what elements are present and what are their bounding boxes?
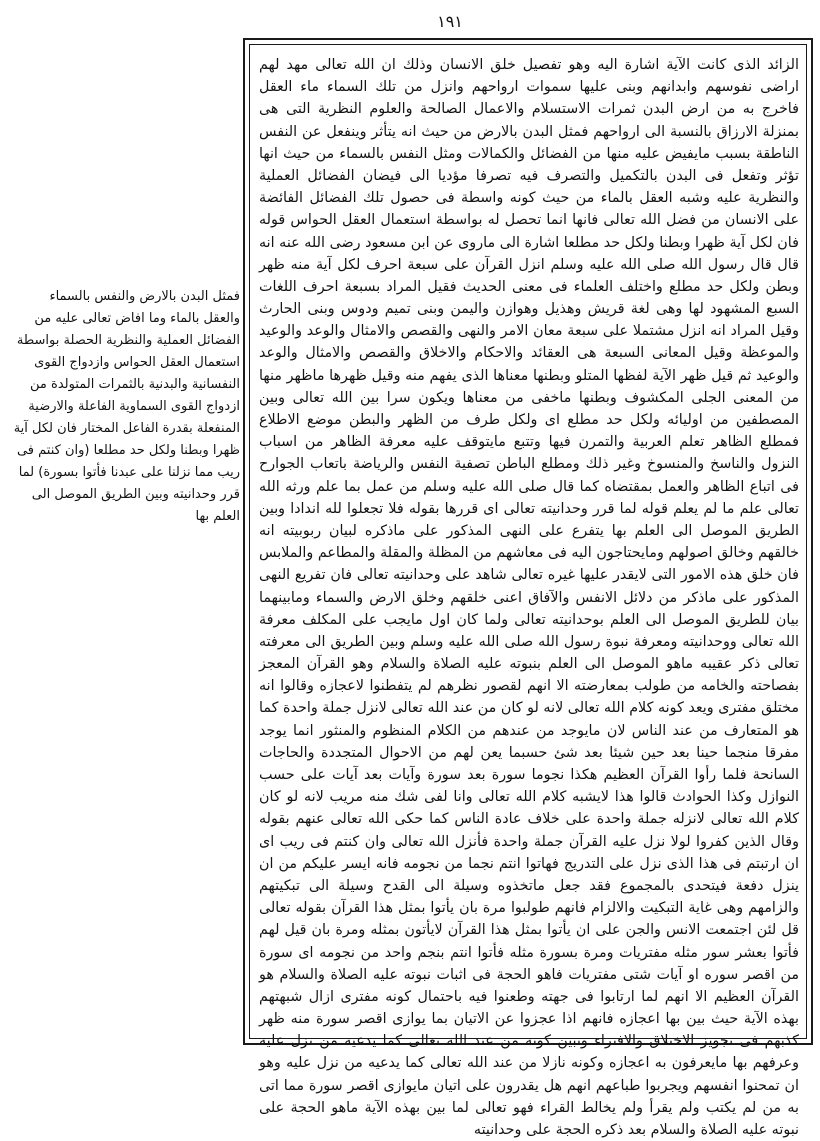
main-text-frame [243, 38, 813, 1138]
margin-note [10, 286, 240, 684]
page-number: ۱۹۱ [437, 12, 463, 31]
margin-note-text: فمثل البدن بالارض والنفس بالسماء والعقل بالماء وما افاض تعالى عليه من الفضائل العملية والنظرية الحصلة بواسطة استعمال العقل الحواس وازدواج القوى النفسانية والبدنية بالثمرات المتولدة من ازدواج القوى السماوية الفاعلة والارضية المنفعلة بقدرة الفاعل المختار فان لكل آية ظهرا وبطنا ولكل حد مطلعا (وان كنتم فى ريب مما نزلنا على عبدنا فأتوا بسورة) لما قرر وحدانيته وبين الطريق الموصل الى العلم بها [13, 289, 240, 524]
main-text-body [259, 54, 799, 1138]
main-text-paragraph: الزائد الذى كانت الآية اشارة اليه وهو تفصيل خلق الانسان وذلك ان الله تعالى مهد لهم اراضى نفوسهم وابدانهم وبنى عليها سموات ارواحهم وانزل من تلك السماء ماء العقل فاخرج به من ارض البدن ثمرات الاستسلام والاعمال الصالحة والعلوم النظرية التى هى بمنزلة الارزاق بالنسبة الى ارواحهم فمثل البدن بالارض من حيث انه يتأثر وينفعل عن النفس الناطقة بسبب مايفيض عليه منها من الفضائل والكمالات ومثل النفس بالسماء من حيث انها تؤثر وتفعل فى البدن بالتكميل والتصرف فيه تصرفا مؤديا الى فيضان الفضائل العملية والنظرية عليه وشبه العقل بالماء من حيث كونه واسطة فى حصول تلك الفضائل الفائضة على الانسان من فضل الله تعالى فانها انما تحصل له بواسطة استعمال العقل الحواس قوله فان لكل آية ظهرا وبطنا ولكل حد مطلعا اشارة الى ماروى عن ابن مسعود رضى الله عنه انه قال قال رسول الله صلى الله عليه وسلم انزل القرآن على سبعة احرف لكل آية منه ظهر وبطن ولكل حد مطلع واختلف العلماء فى معنى الحديث فقيل المراد بسبعة احرف اللغات السبع المشهود لها وهى لغة قريش وهذيل وهوازن واليمن وبنى تميم ودوس وبنى الحارث وقيل المراد انه انزل مشتملا على سبعة معان الامر والنهى والقصص والامثال والوعد والوعيد والموعظة وقيل المعانى السبعة هى العقائد والاحكام والاخلاق والقصص والامثال والوعد والوعيد ثم قيل ظهر الآية لفظها المتلو وبطنها معناها الذى يفهم منه وقيل ظهرها ماظهر منها من المعنى الجلى المكشوف وبطنها ماخفى من معناها ويكون سرا بين الله تعالى وبين المصطفين من اوليائه ولكل حد مطلع اى ولكل طرف من الظهر والبطن موضع الاطلاع فمطلع الظاهر تعلم العربية والتمرن فيها وتتبع مايتوقف عليه معرفة الظاهر من اسباب النزول والناسخ والمنسوخ وغير ذلك ومطلع الباطن تصفية النفس والرياضة باتعاب الجوارح فى اتباع الظاهر والعمل بمقتضاه كما قال صلى الله عليه وسلم من عمل بما علم ورثه الله تعالى علم ما لم يعلم قوله لما قرر وحدانيته تعالى اى قررها بقوله فلا تجعلوا لله اندادا وبين الطريق الموصل الى العلم بها يتفرع على النهى المذكور على ماذكره لبيان ربوبيته انه خالقهم وخالق اصولهم ومايحتاجون اليه فى معاشهم من المظلة والمقلة والمطاعم والملابس فان خلق هذه الامور التى لايقدر عليها غيره تعالى شاهد على وحدانيته تعالى فان تفريع النهى المذكور على ماذكر من دلائل الانفس والآفاق اعنى خلقهم وخلق الارض والسماء ومابينهما بيان للطريق الموصل الى العلم بوحدانيته تعالى ولما كان اول مايجب على المكلف معرفة الله تعالى ووحدانيته ومعرفة نبوة رسول الله صلى الله عليه وسلم وبين الطريق الى معرفته تعالى ذكر عقيبه ماهو الموصل الى العلم بنبوته عليه الصلاة والسلام وهو القرآن المعجز بفصاحته والخامه من طولب بمعارضته الا انهم لقصور نظرهم لم يتفطنوا لاعجازه وقالوا انه مختلق مفترى ويعد كونه كلام الله تعالى لانه لو كان من عند الله تعالى لانزل جملة واحدة كما هو المتعارف من عند الناس لان مايوجد من عندهم من الكلام المنظوم والمنثور انما يوجد مفرقا منجما حينا بعد حين شيئا بعد شئ حسبما يعن لهم من الاحوال المتجددة والحاجات السانحة فلما رأوا القرآن العظيم هكذا نجوما سورة بعد سورة وآيات بعد آيات على حسب النوازل وكذا الحوادث قالوا هذا لايشبه كلام الله تعالى وانا لفى شك منه مريب لانه لو كان كلام الله تعالى لانزله جملة واحدة على خلاف عادة الناس كما حكى الله تعالى عنهم بقوله وقال الذين كفروا لولا نزل عليه القرآن جملة واحدة فأنزل الله تعالى وان كنتم فى ريب اى ان ارتبتم فى هذا الذى نزل على التدريج فهاتوا انتم نجما من نجومه فانه ايسر عليكم من ان ينزل دفعة فيتحدى بالمجموع فقد جعل ماتخذوه وسيلة الى القدح وسيلة الى تبكيتهم والزامهم وهى غاية التبكيت والالزام فانهم طولبوا مرة بان يأتوا بمثل هذا القرآن بقوله تعالى قل لئن اجتمعت الانس والجن على ان يأتوا بمثل هذا القرآن لايأتون بمثله ومرة بان قيل لهم فأتوا بعشر سور مثله مفتريات ومرة بسورة مثله فأتوا انتم بنجم واحد من نجومه اى سورة من اقصر سوره او آيات شتى مفتريات فاهو الحجة فى اثبات نبوته عليه الصلاة والسلام هو القرآن العظيم الا انهم لما ارتابوا فى جهته وطعنوا فيه باحتمال كونه مفترى ازال شبهتهم بهذه الآية حيث بين بها اعجازه فانهم اذا عجزوا عن الاتيان بما يوازى اقصر سورة منه ظهر كذبهم فى تجويز الاختلاق والافتراء وتبين كونه من عند الله تعالى كما يدعيه من نزل عليه وعرفهم بها مايعرفون به اعجازه وكونه نازلا من عند الله تعالى كما يدعيه من نزل عليه وهو ان تمحنوا انفسهم ويجربوا طباعهم انهم هل يقدرون على اتيان مايوازى اقصر سورة مما اتى به من لم يكتب ولم يقرأ ولم يخالط القراء فهو تعالى لما بين بهذه الآية ماهو الحجة على نبوته عليه الصلاة والسلام بعد ذكره الحجة على وحدانيته [259, 57, 799, 1138]
